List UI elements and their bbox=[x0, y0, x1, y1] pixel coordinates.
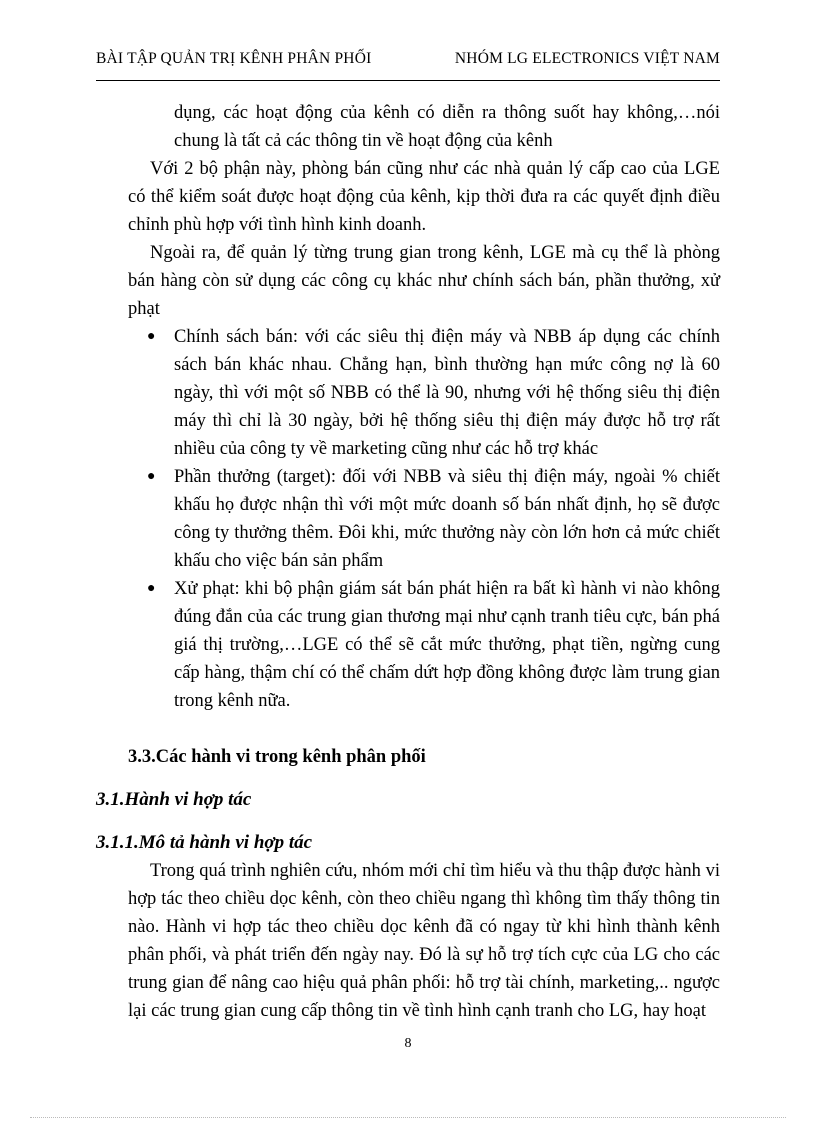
paragraph: Ngoài ra, để quản lý từng trung gian trong kênh, LGE mà cụ thể là phòng bán hàng còn sử dụng các công cụ khác như chính sách bán, phần thưởng, xử phạt bbox=[128, 243, 720, 319]
page-number: 8 bbox=[404, 1036, 412, 1051]
paragraph: Với 2 bộ phận này, phòng bán cũng như các nhà quản lý cấp cao của LGE có thể kiểm soát được hoạt động của kênh, kịp thời đưa ra các quyết định điều chỉnh phù hợp với tình hình kinh doanh. bbox=[128, 159, 720, 235]
subsection-heading: 3.1.Hành vi hợp tác bbox=[96, 789, 252, 810]
body-text bbox=[96, 99, 720, 1025]
list-item-text: Phần thưởng (target): đối với NBB và siêu thị điện máy, ngoài % chiết khấu họ được nhận thì với một mức doanh số bán nhất định, họ sẽ được công ty thưởng thêm. Đôi khi, mức thưởng này còn lớn hơn cả mức chiết khấu cho việc bán sản phẩm bbox=[174, 467, 720, 571]
bullet-icon: ● bbox=[147, 329, 156, 344]
list-item bbox=[147, 575, 720, 715]
header-left-title: BÀI TẬP QUẢN TRỊ KÊNH PHÂN PHỐI bbox=[96, 50, 372, 67]
paragraph-continued: dụng, các hoạt động của kênh có diễn ra thông suốt hay không,…nói chung là tất cả các thông tin về hoạt động của kênh bbox=[174, 103, 720, 151]
page-bottom-border bbox=[30, 1117, 786, 1118]
subsubsection-heading: 3.1.1.Mô tả hành vi hợp tác bbox=[96, 832, 313, 853]
bullet-icon: ● bbox=[147, 469, 156, 484]
bullet-icon: ● bbox=[147, 581, 156, 596]
running-header bbox=[96, 50, 720, 74]
bullet-list bbox=[128, 323, 720, 715]
header-rule bbox=[96, 80, 720, 81]
list-item bbox=[147, 463, 720, 575]
list-item bbox=[147, 323, 720, 463]
section-heading: 3.3.Các hành vi trong kênh phân phối bbox=[128, 747, 426, 767]
list-item-text: Chính sách bán: với các siêu thị điện máy và NBB áp dụng các chính sách bán khác nhau. Chẳng hạn, bình thường hạn mức công nợ là 60 ngày, thì với một số NBB có thể là 90, nhưng với hệ thống siêu thị điện máy thì chỉ là 30 ngày, bởi hệ thống siêu thị điện máy được hỗ trợ rất nhiều của công ty về marketing cũng như các hỗ trợ khác bbox=[174, 327, 720, 459]
paragraph: Trong quá trình nghiên cứu, nhóm mới chỉ tìm hiểu và thu thập được hành vi hợp tác theo chiều dọc kênh, còn theo chiều ngang thì không tìm thấy thông tin nào. Hành vi hợp tác theo chiều dọc kênh đã có ngay từ khi hình thành kênh phân phối, và phát triển đến ngày nay. Đó là sự hỗ trợ tích cực của LG cho các trung gian để nâng cao hiệu quả phân phối: hỗ trợ tài chính, marketing,.. ngược lại các trung gian cung cấp thông tin về tình hình cạnh tranh cho LG, hay hoạt bbox=[128, 861, 720, 1021]
list-item-text: Xử phạt: khi bộ phận giám sát bán phát hiện ra bất kì hành vi nào không đúng đắn của các trung gian thương mại như cạnh tranh tiêu cực, bán phá giá thị trường,…LGE có thể sẽ cắt mức thưởng, phạt tiền, ngừng cung cấp hàng, thậm chí có thể chấm dứt hợp đồng không được làm trung gian trong kênh nữa. bbox=[174, 579, 720, 711]
header-right-title: NHÓM LG ELECTRONICS VIỆT NAM bbox=[454, 50, 720, 67]
